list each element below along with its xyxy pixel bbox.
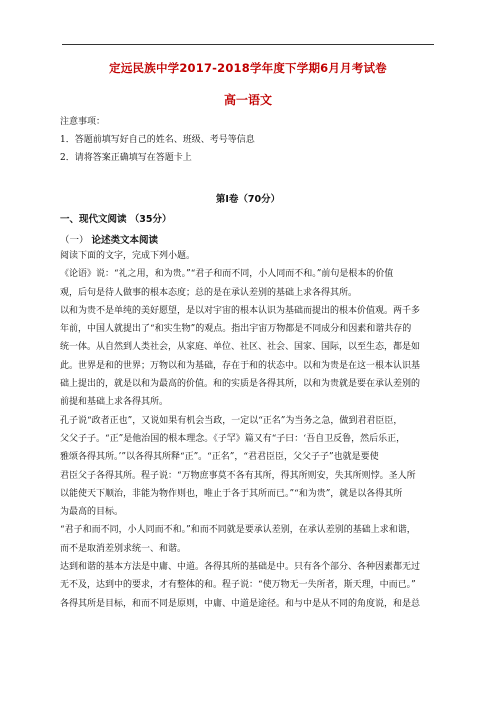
header-rule (62, 44, 434, 45)
passage-line: 此。世界是和的世界；万物以和为基础，存在于和的状态中。以和为贵是在这一根本认识基 (60, 360, 421, 371)
passage-line: 以和为贵不是单纯的美好愿望，是以对宇宙的根本认识为基础而提出的根本价值观。两千多 (60, 305, 421, 316)
passage (60, 247, 438, 613)
subject-title: 高一语文 (223, 93, 272, 107)
subsection-heading (60, 232, 158, 246)
passage-line: 为最高的目标。 (60, 507, 124, 518)
passage-line: 年前，中国人就提出了“和实生物”的观点。指出宇宙万物都是不同成分和因素和谐共存的 (60, 324, 412, 335)
passage-line: 以能使天下顺治，非能为物作则也，唯止于各于其所而已。”“和为贵”，就是以各得其所 (60, 488, 403, 499)
passage-line: 雅颂各得其所。’”以各得其所释“正”。“正名”，“君君臣臣，父父子子”也就是要使 (60, 452, 379, 463)
passage-line: 观，后句是待人做事的根本态度；总的是在承认差别的基础上求各得其所。 (60, 287, 358, 298)
passage-line: 础上提出的，就是以和为最高的价值。和的实质是各得其所，以和为贵就是要在承认差别的 (60, 379, 421, 390)
notice-heading: 注意事项： (60, 117, 106, 127)
section-heading: 一、现代文阅读 （35分） (60, 214, 172, 225)
subsection-title: 论述类文本阅读 (91, 235, 159, 246)
exam-title: 定远民族中学2017-2018学年度下学期6月月考试卷 (109, 61, 387, 75)
passage-line: 统一体。从自然到人类社会，从家庭、单位、社区、社会、国家、国际，以至生态，都是如 (60, 342, 421, 353)
notice-item: 2．请将答案正确填写在答题卡上 (60, 153, 192, 163)
subsection-prefix: （一） (60, 235, 89, 246)
passage-line: 前提和基础上求各得其所。 (60, 397, 169, 408)
notice-block (60, 113, 440, 167)
passage-line: 孔子说“政者正也”，又说如果有机会当政，一定以“正名”为当务之急，做到君君臣臣， (60, 415, 403, 426)
passage-line: “君子和而不同，小人同而不和。”和而不同就是要承认差别，在承认差别的基础上求和谐， (60, 525, 416, 536)
notice-item: 1．答题前填写好自己的姓名、班级、考号等信息 (60, 135, 255, 145)
passage-line: 达到和谐的基本方法是中庸、中道。各得其所的基础是中。只有各个部分、各种因素都无过 (60, 562, 421, 573)
passage-line: 君臣父子各得其所。程子说：“万物庶事莫不各有其所，得其所则安，失其所则悖。圣人所 (60, 470, 416, 481)
passage-line: 父父子子。“正”是他治国的根本理念。《子罕》篇又有“子曰：‘吾自卫反鲁，然后乐正， (60, 433, 406, 444)
passage-line: 而不是取消差别求统一、和谐。 (60, 543, 187, 554)
passage-line: 阅读下面的文字，完成下列小题。 (60, 251, 196, 261)
passage-line: 无不及，达到中的要求，才有整体的和。程子说：“使万物无一失所者，斯天理，中而已。” (60, 580, 416, 591)
passage-line: 《论语》说：“礼之用，和为贵。”“君子和而不同，小人同而不和。”前句是根本的价值 (60, 269, 394, 280)
part-title: 第Ⅰ卷（70分） (215, 194, 281, 205)
passage-line: 各得其所是目标，和而不同是原则，中庸、中道是途径。和与中是从不同的角度说，和是总 (60, 598, 421, 609)
